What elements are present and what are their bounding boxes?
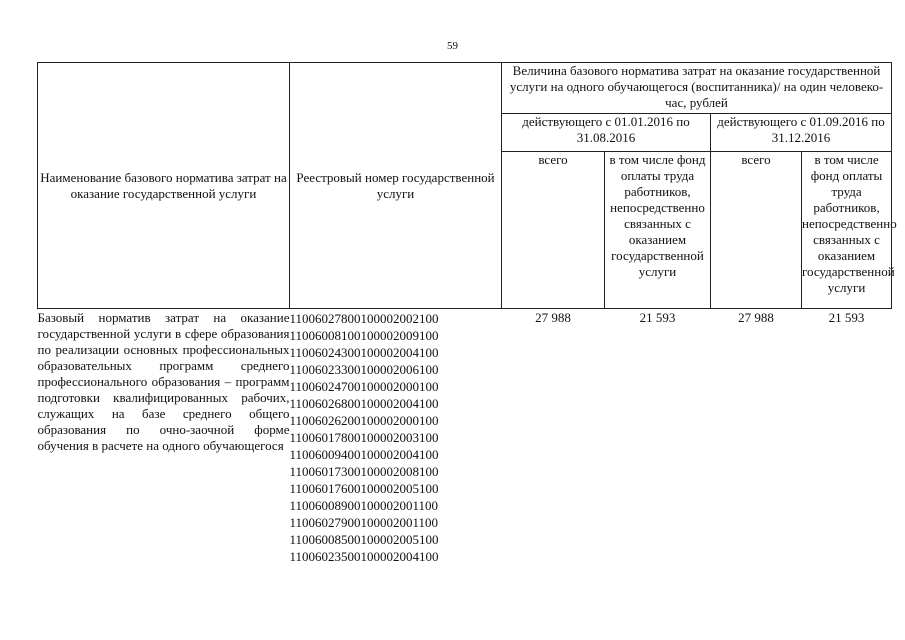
page-number: 59 bbox=[447, 40, 458, 52]
header-period-1-payroll: в том числе фонд оплаты труда работников, непосредственно связанных с оказанием государственной услуги bbox=[605, 152, 711, 309]
cell-period-2-total: 27 988 bbox=[738, 310, 774, 325]
registry-number: 11006023500100002004100 bbox=[289, 549, 439, 564]
header-period-2: действующего с 01.09.2016 по 31.12.2016 bbox=[711, 114, 892, 152]
registry-number: 11006026200100002000100 bbox=[289, 413, 439, 428]
registry-number: 11006024700100002000100 bbox=[289, 379, 439, 394]
header-registry-number: Реестровый номер государственной услуги bbox=[290, 63, 502, 309]
registry-number: 11006017300100002008100 bbox=[289, 464, 439, 479]
cell-period-2-payroll: 21 593 bbox=[828, 310, 865, 325]
registry-number: 11006008100100002009100 bbox=[289, 328, 439, 343]
cell-period-1-payroll: 21 593 bbox=[639, 310, 676, 325]
header-period-2-payroll: в том числе фонд оплаты труда работников, непосредственно связанных с оказанием государственной услуги bbox=[802, 152, 892, 309]
registry-number: 11006027800100002002100 bbox=[289, 311, 439, 326]
registry-number: 11006024300100002004100 bbox=[289, 345, 439, 360]
table-header bbox=[38, 63, 897, 309]
cell-service-name: Базовый норматив затрат на оказание государственной услуги в сфере образования по реализации основных профессиональных образовательных программ среднего профессионального образования – программ подготовки квалифицированных рабочих, служащих на базе среднего общего образования по очно-заочной форме обучения в расчете на одного обучающегося bbox=[37, 310, 290, 453]
header-norm-value: Величина базового норматива затрат на оказание государственной услуги на одного обучающегося (воспитанника)/ на один человеко-час, рублей bbox=[502, 63, 892, 114]
header-service-name: Наименование базового норматива затрат на оказание государственной услуги bbox=[38, 63, 290, 309]
registry-number: 11006026800100002004100 bbox=[289, 396, 439, 411]
registry-number: 11006009400100002004100 bbox=[289, 447, 439, 462]
registry-number: 11006017800100002003100 bbox=[289, 430, 439, 445]
cell-period-1-total: 27 988 bbox=[535, 310, 571, 325]
cost-norm-table bbox=[37, 62, 897, 565]
table-body bbox=[38, 309, 892, 566]
registry-number: 11006023300100002006100 bbox=[289, 362, 439, 377]
header-row-1 bbox=[38, 63, 892, 114]
table-row bbox=[38, 309, 892, 566]
header-period-1-total: всего bbox=[502, 152, 605, 309]
header-period-2-total: всего bbox=[711, 152, 802, 309]
registry-number: 11006017600100002005100 bbox=[289, 481, 439, 496]
registry-number: 11006008900100002001100 bbox=[289, 498, 439, 513]
registry-number: 11006027900100002001100 bbox=[289, 515, 439, 530]
header-period-1: действующего с 01.01.2016 по 31.08.2016 bbox=[502, 114, 711, 152]
registry-number: 11006008500100002005100 bbox=[289, 532, 439, 547]
cell-registry-numbers bbox=[290, 309, 502, 566]
